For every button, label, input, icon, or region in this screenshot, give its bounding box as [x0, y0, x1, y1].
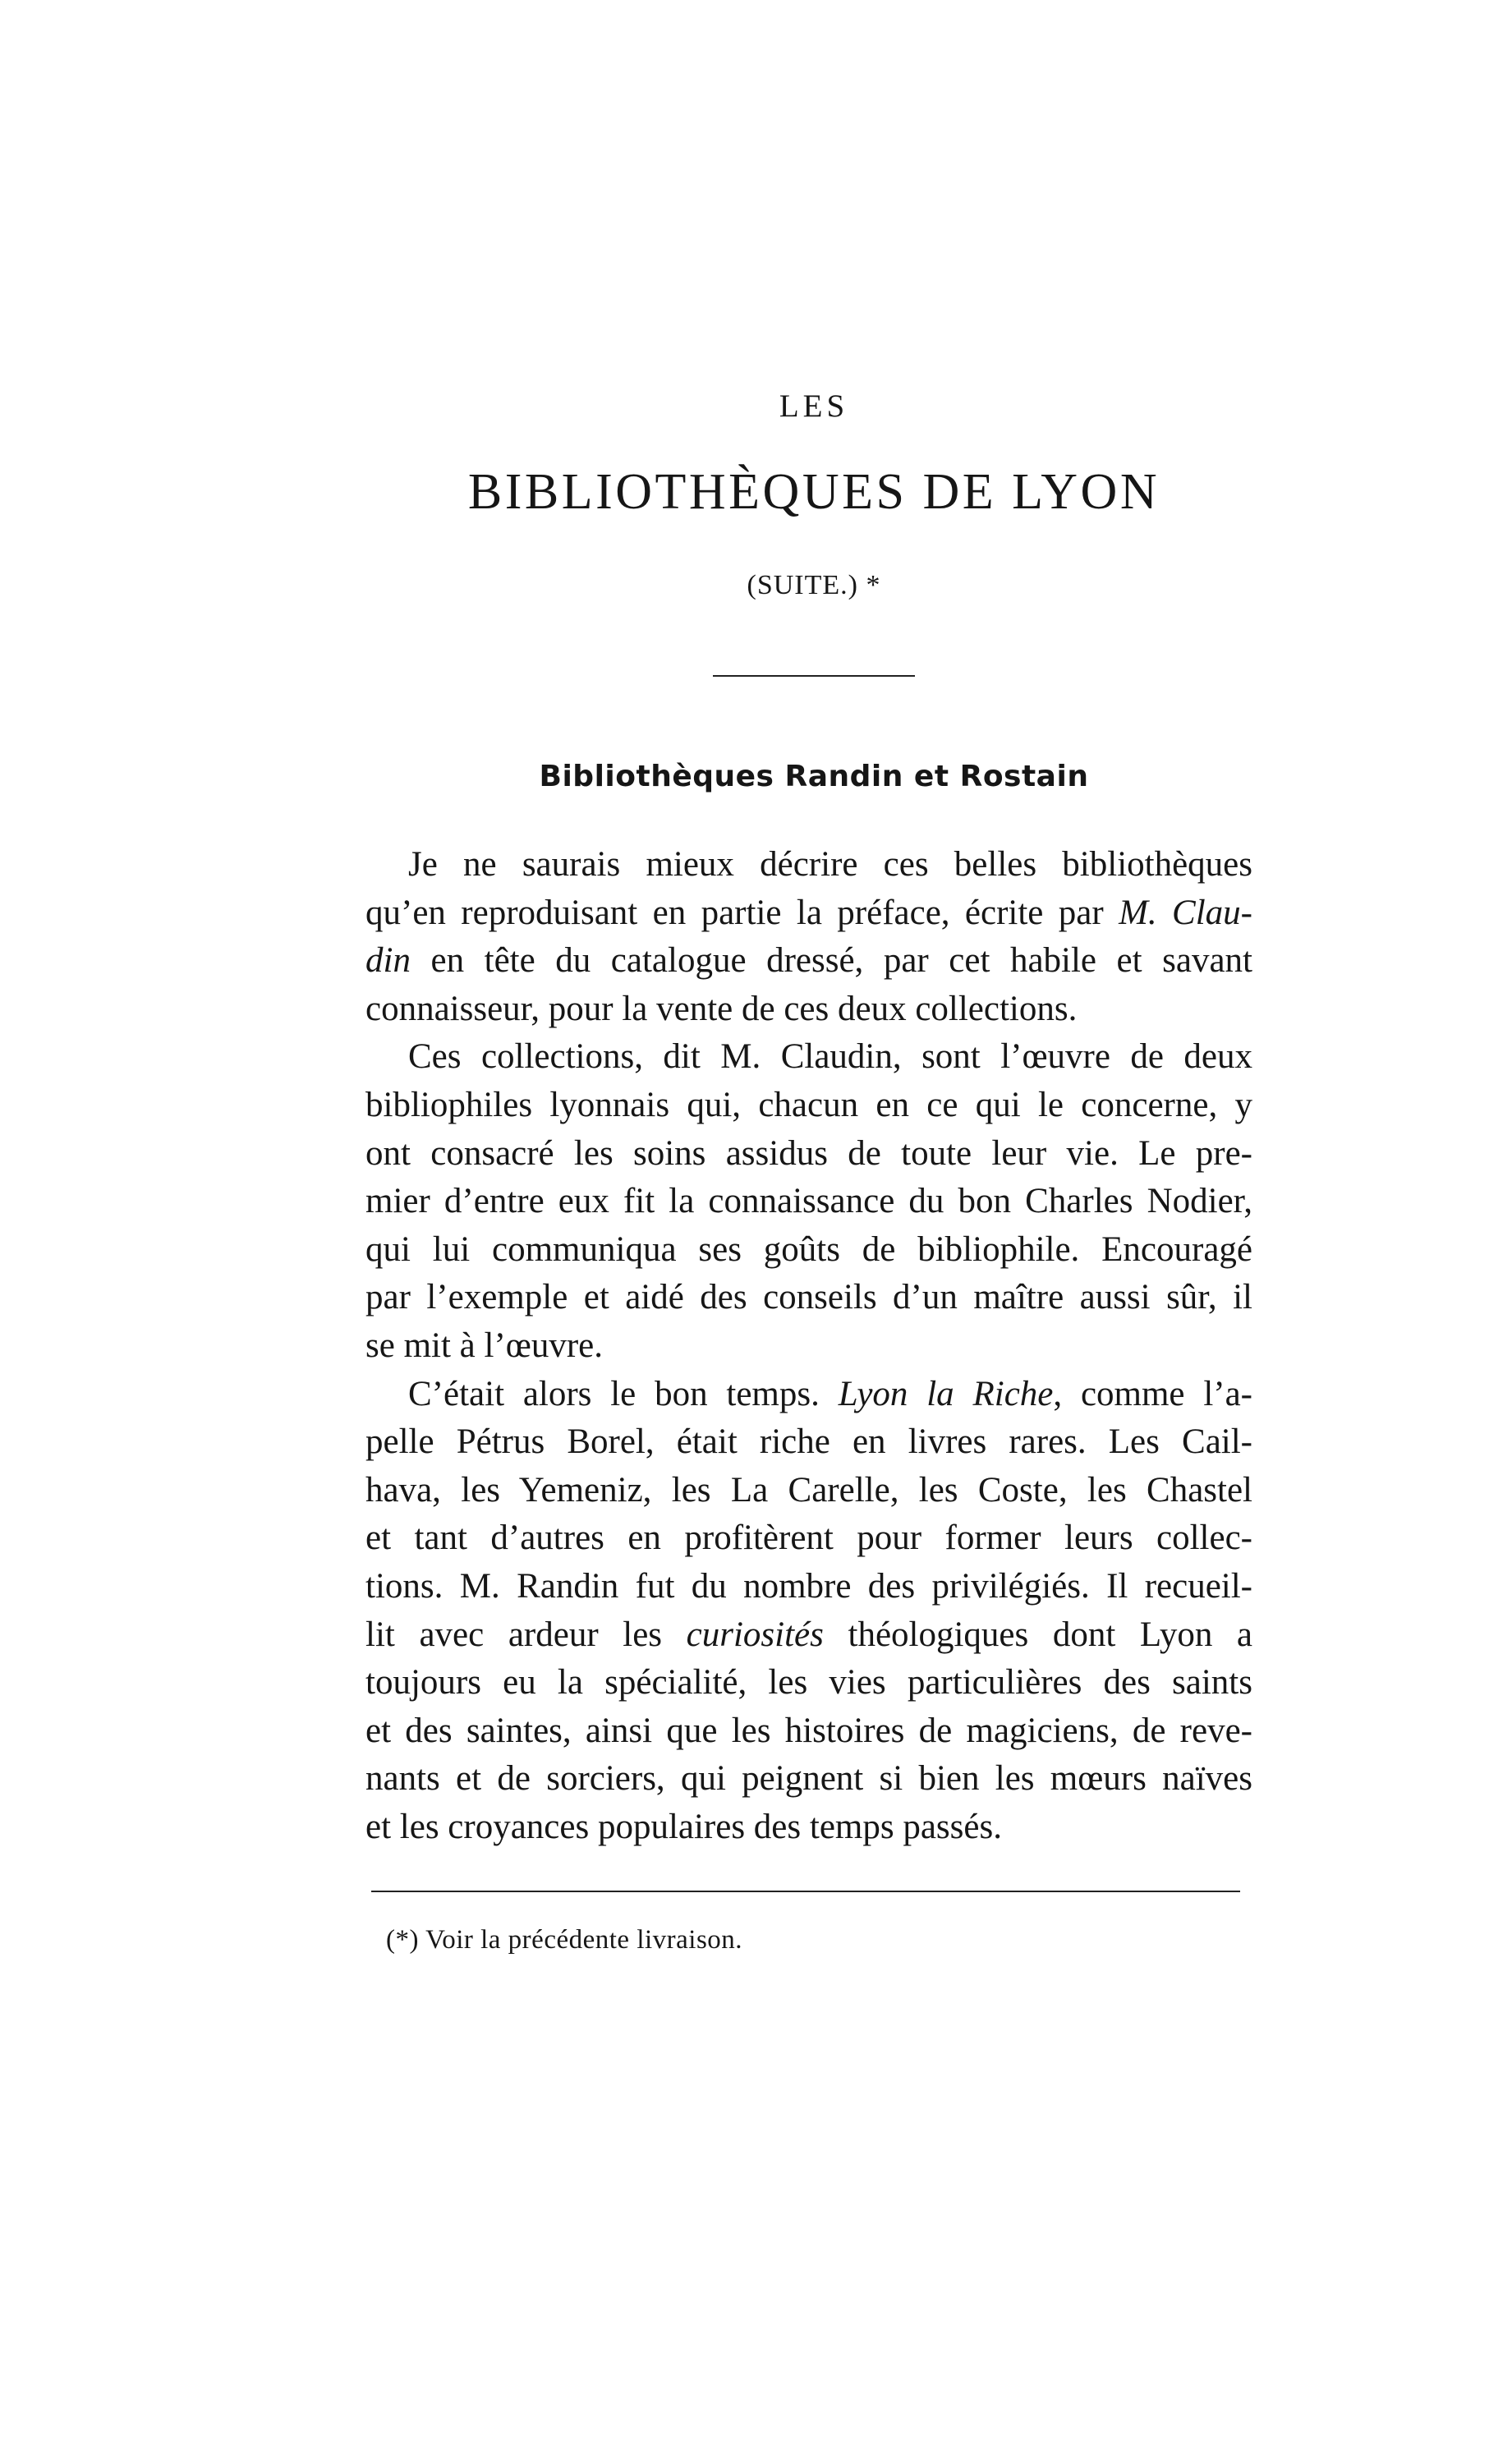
text-line: Ces collections, dit M. Claudin, sont l’œuvre de deux: [408, 1037, 1252, 1077]
text-line: C’était alors le bon temps. Lyon la Riche, comme l’a-: [408, 1374, 1252, 1413]
text-line: et des saintes, ainsi que les histoires de magiciens, de reve-: [365, 1711, 1252, 1750]
text-line: toujours eu la spécialité, les vies particulières des saints: [365, 1663, 1252, 1703]
text-line: ont consacré les soins assidus de toute leur vie. Le pre-: [365, 1133, 1252, 1173]
pre-title: LES: [779, 388, 849, 424]
text-line: et tant d’autres en profitèrent pour former leurs collec-: [365, 1519, 1252, 1558]
text-line: mier d’entre eux fit la connaissance du bon Charles Nodier,: [365, 1182, 1252, 1221]
text-line: bibliophiles lyonnais qui, chacun en ce qui le concerne, y: [365, 1085, 1252, 1124]
footnote-divider: [371, 1891, 1240, 1892]
text-line: hava, les Yemeniz, les La Carelle, les Coste, les Chastel: [365, 1470, 1252, 1510]
text-line: se mit à l’œuvre.: [365, 1326, 603, 1365]
body-text: [365, 841, 1252, 1851]
text-line: tions. M. Randin fut du nombre des privilégiés. Il recueil-: [365, 1566, 1252, 1606]
text-line: et les croyances populaires des temps passés.: [365, 1807, 1002, 1846]
text-line: qui lui communiqua ses goûts de bibliophile. Encouragé: [365, 1229, 1252, 1269]
footnote: (*) Voir la précédente livraison.: [386, 1925, 743, 1955]
text-line: nants et de sorciers, qui peignent si bien les mœurs naïves: [365, 1759, 1252, 1799]
text-line: Je ne saurais mieux décrire ces belles bibliothèques: [408, 845, 1252, 884]
title-divider: [713, 675, 915, 677]
section-heading: Bibliothèques Randin et Rostain: [539, 760, 1089, 793]
text-line: din en tête du catalogue dressé, par cet habile et savant: [365, 941, 1252, 981]
text-line: pelle Pétrus Borel, était riche en livres rares. Les Cail-: [365, 1422, 1252, 1462]
text-line: lit avec ardeur les curiosités théologiques dont Lyon a: [365, 1615, 1253, 1654]
text-line: qu’en reproduisant en partie la préface, écrite par M. Clau-: [365, 893, 1252, 932]
page-title: BIBLIOTHÈQUES DE LYON: [467, 464, 1160, 520]
continuation-note: (SUITE.) *: [747, 570, 881, 600]
text-line: par l’exemple et aidé des conseils d’un maître aussi sûr, il: [365, 1278, 1252, 1317]
text-line: connaisseur, pour la vente de ces deux collections.: [365, 989, 1078, 1028]
